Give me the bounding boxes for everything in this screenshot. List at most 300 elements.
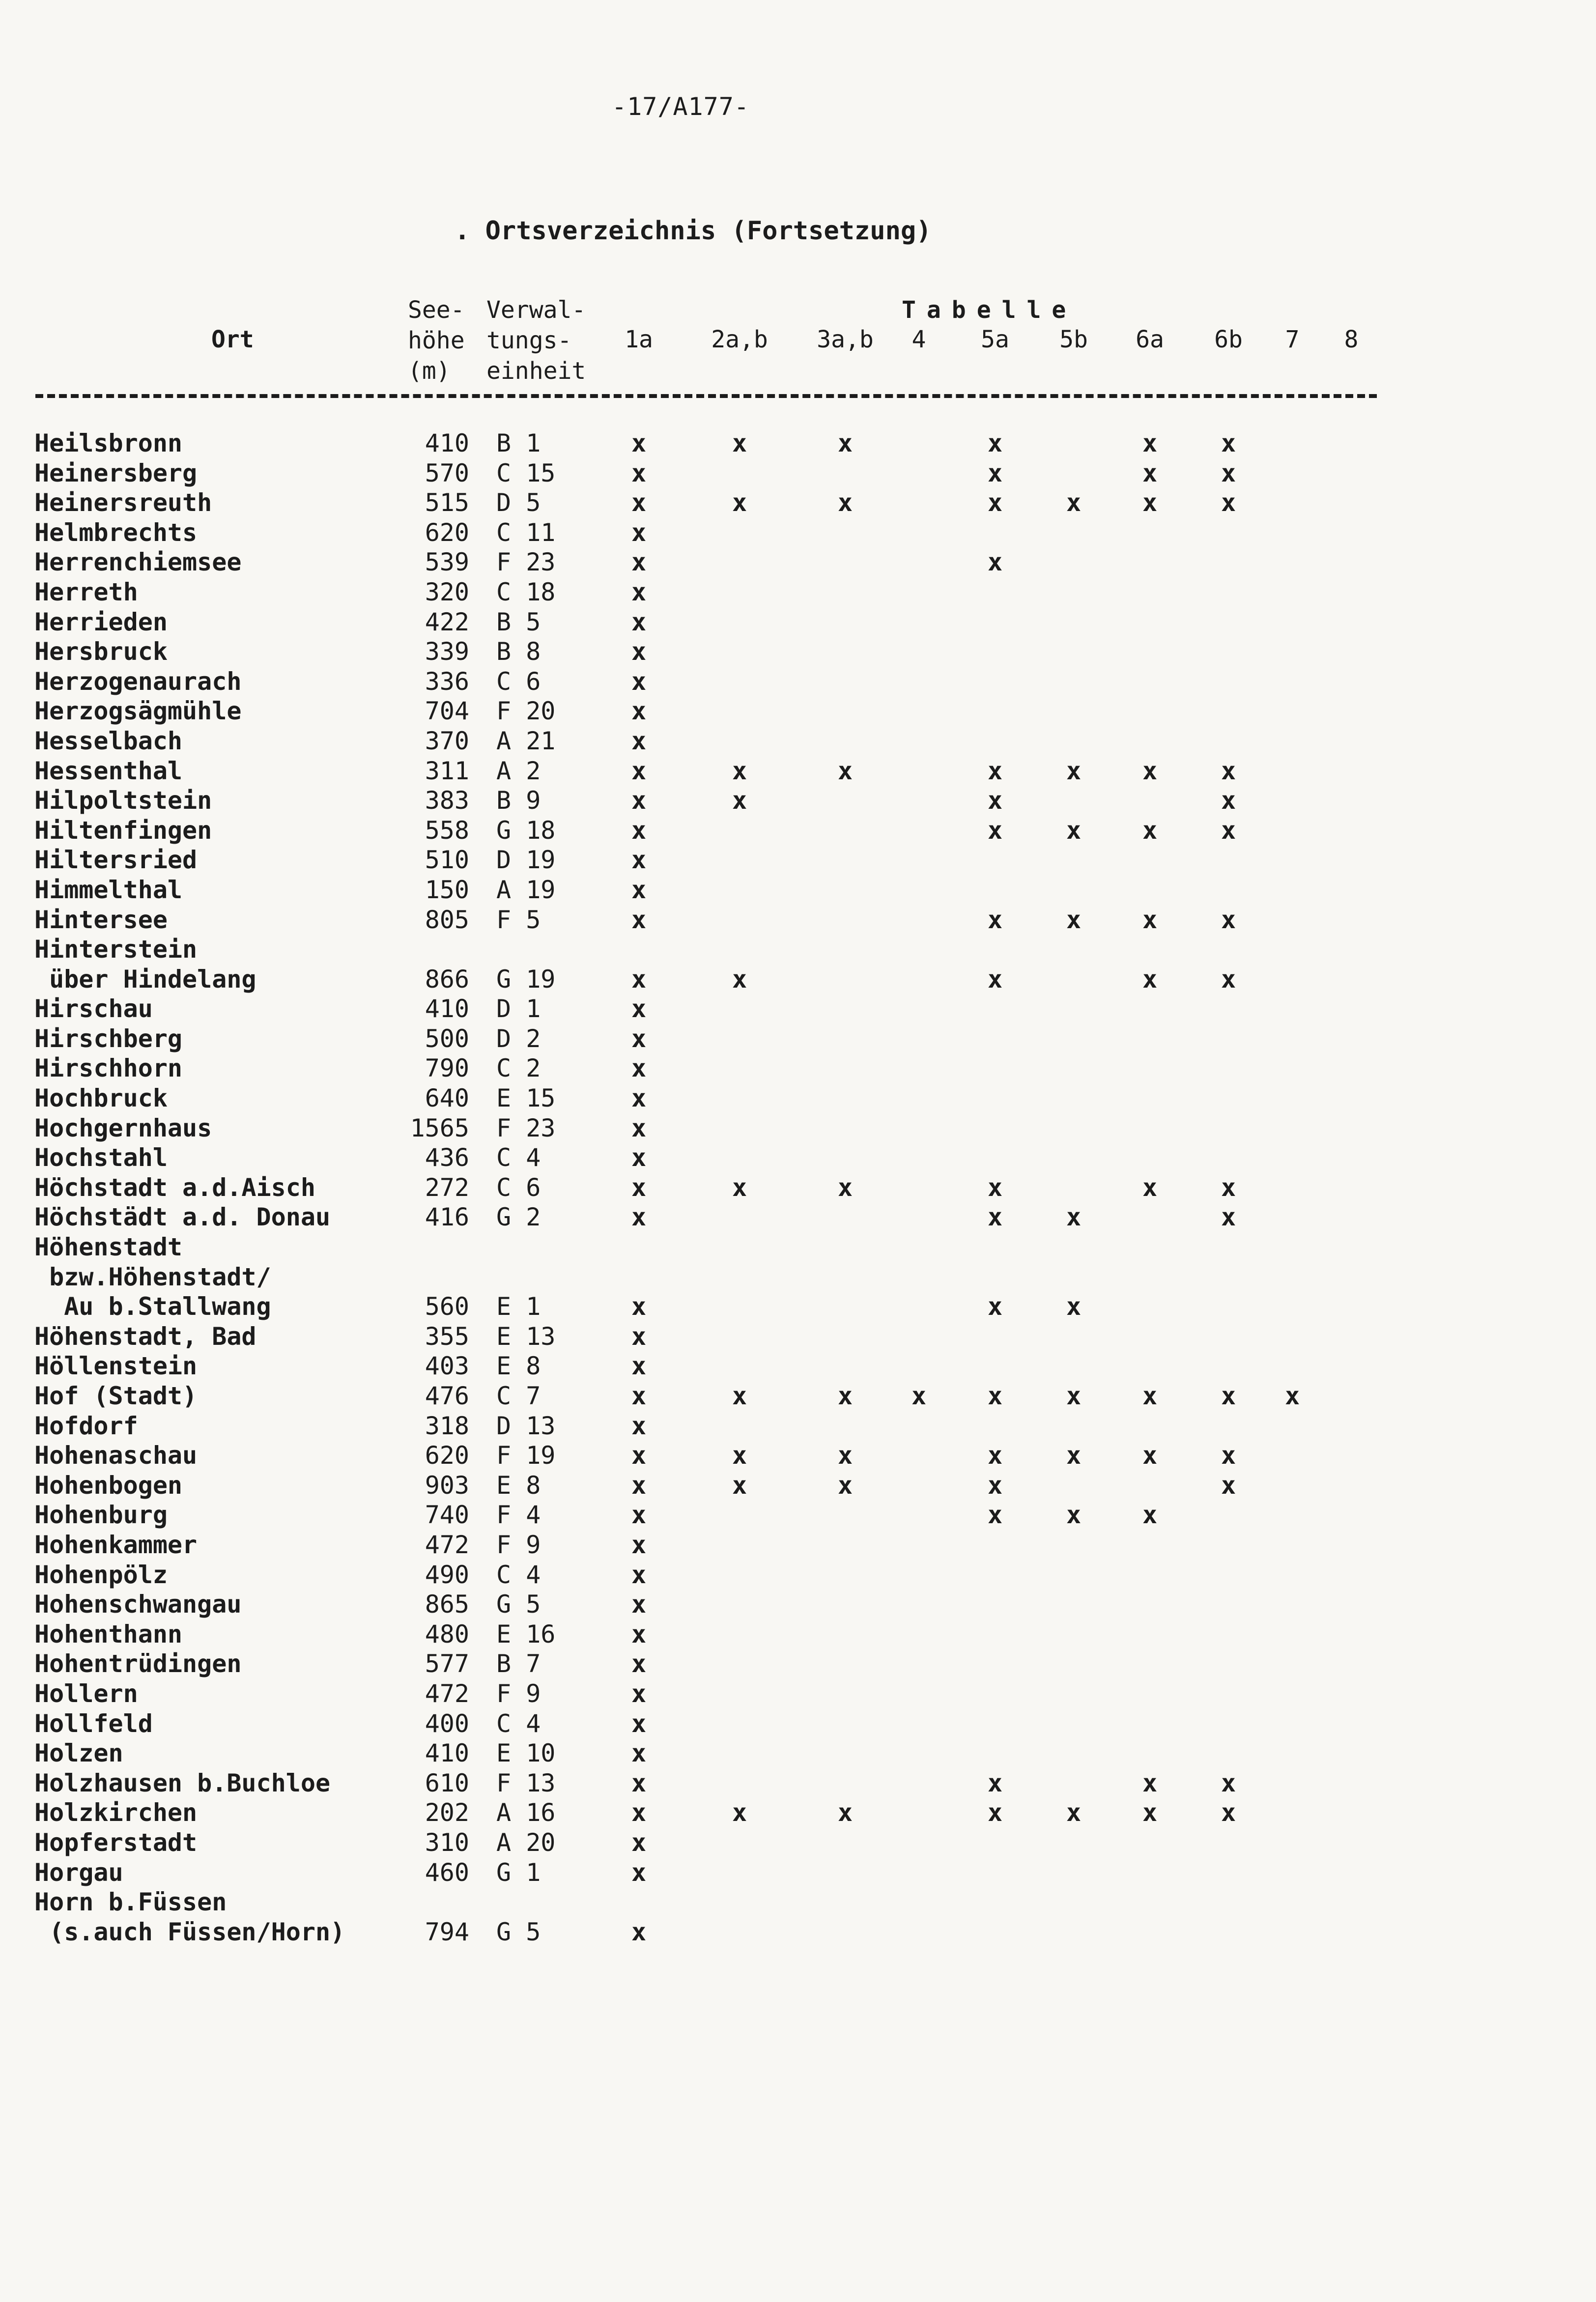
cell-verwaltung: E 8 bbox=[496, 1471, 541, 1500]
cell-verwaltung: E 10 bbox=[496, 1739, 556, 1768]
header-col-3ab: 3a,b bbox=[817, 326, 874, 353]
table-row bbox=[0, 1858, 1596, 1888]
cell-ort: Hiltersried bbox=[34, 846, 198, 875]
table-row bbox=[0, 547, 1596, 577]
cell-mark-1a: x bbox=[631, 1352, 647, 1381]
cell-mark-6a: x bbox=[1142, 1798, 1158, 1827]
cell-seehoehe: 422 bbox=[425, 607, 469, 636]
cell-mark-5a: x bbox=[987, 1292, 1003, 1321]
cell-seehoehe: 570 bbox=[425, 458, 469, 487]
cell-mark-5a: x bbox=[987, 1173, 1003, 1202]
cell-seehoehe: 480 bbox=[425, 1620, 469, 1648]
cell-ort: Hochgernhaus bbox=[34, 1113, 212, 1142]
cell-ort: Hersbruck bbox=[34, 637, 168, 666]
table-row bbox=[0, 845, 1596, 875]
cell-mark-6b: x bbox=[1221, 488, 1236, 517]
table-row bbox=[0, 1620, 1596, 1649]
cell-ort: Hohenthann bbox=[34, 1620, 183, 1648]
cell-mark-1a: x bbox=[631, 1768, 647, 1797]
cell-mark-1a: x bbox=[631, 1530, 647, 1559]
table-row bbox=[0, 756, 1596, 786]
table-row bbox=[0, 1262, 1596, 1292]
cell-mark-5b: x bbox=[1066, 1203, 1082, 1232]
cell-seehoehe: 558 bbox=[425, 816, 469, 845]
page-number: -17/A177- bbox=[612, 92, 749, 121]
cell-mark-1a: x bbox=[631, 1858, 647, 1887]
cell-mark-5a: x bbox=[987, 1798, 1003, 1827]
cell-seehoehe: 410 bbox=[425, 429, 469, 457]
cell-ort: Höchstadt a.d.Aisch bbox=[34, 1173, 315, 1202]
cell-mark-5a: x bbox=[987, 1203, 1003, 1232]
table-row bbox=[0, 577, 1596, 607]
cell-mark-2ab: x bbox=[732, 1441, 747, 1470]
cell-mark-1a: x bbox=[631, 1709, 647, 1738]
cell-mark-6a: x bbox=[1142, 488, 1158, 517]
cell-mark-6a: x bbox=[1142, 1501, 1158, 1530]
cell-mark-2ab: x bbox=[732, 756, 747, 785]
cell-mark-1a: x bbox=[631, 995, 647, 1023]
cell-ort: Herreth bbox=[34, 577, 138, 606]
table-row bbox=[0, 1738, 1596, 1768]
cell-verwaltung: A 2 bbox=[496, 756, 541, 785]
cell-mark-1a: x bbox=[631, 488, 647, 517]
cell-seehoehe: 320 bbox=[425, 577, 469, 606]
cell-mark-1a: x bbox=[631, 1917, 647, 1946]
header-seehoehe-line: höhe bbox=[408, 327, 465, 354]
cell-mark-1a: x bbox=[631, 1649, 647, 1678]
header-verwaltung-line: einheit bbox=[486, 357, 586, 385]
table-row bbox=[0, 726, 1596, 756]
cell-mark-2ab: x bbox=[732, 1382, 747, 1410]
cell-ort: Hilpoltstein bbox=[34, 786, 212, 815]
cell-ort: Hohenschwangau bbox=[34, 1590, 242, 1619]
table-row bbox=[0, 1887, 1596, 1917]
cell-ort: Hirschhorn bbox=[34, 1054, 183, 1083]
cell-seehoehe: 510 bbox=[425, 846, 469, 875]
cell-ort: Hof (Stadt) bbox=[34, 1382, 198, 1410]
cell-ort: Au b.Stallwang bbox=[34, 1292, 271, 1321]
cell-mark-7: x bbox=[1284, 1382, 1300, 1410]
header-tabelle: Tabelle bbox=[902, 296, 1077, 324]
cell-mark-1a: x bbox=[631, 1411, 647, 1440]
cell-ort: Hesselbach bbox=[34, 726, 183, 755]
header-col-2ab: 2a,b bbox=[711, 326, 768, 353]
cell-seehoehe: 400 bbox=[425, 1709, 469, 1738]
cell-mark-1a: x bbox=[631, 1382, 647, 1410]
cell-ort: Holzkirchen bbox=[34, 1798, 198, 1827]
cell-mark-5a: x bbox=[987, 1382, 1003, 1410]
cell-mark-3ab: x bbox=[837, 488, 853, 517]
cell-mark-5b: x bbox=[1066, 1798, 1082, 1827]
cell-mark-6a: x bbox=[1142, 965, 1158, 994]
table-row bbox=[0, 1679, 1596, 1709]
cell-mark-2ab: x bbox=[732, 1471, 747, 1500]
cell-seehoehe: 620 bbox=[425, 1441, 469, 1470]
cell-mark-6b: x bbox=[1221, 965, 1236, 994]
cell-mark-3ab: x bbox=[837, 1471, 853, 1500]
cell-mark-1a: x bbox=[631, 1828, 647, 1857]
cell-seehoehe: 577 bbox=[425, 1649, 469, 1678]
cell-mark-6b: x bbox=[1221, 1768, 1236, 1797]
cell-ort: Heinersreuth bbox=[34, 488, 212, 517]
cell-mark-6b: x bbox=[1221, 458, 1236, 487]
cell-verwaltung: A 16 bbox=[496, 1798, 556, 1827]
cell-mark-5a: x bbox=[987, 756, 1003, 785]
cell-verwaltung: B 8 bbox=[496, 637, 541, 666]
cell-verwaltung: G 5 bbox=[496, 1917, 541, 1946]
cell-seehoehe: 539 bbox=[425, 548, 469, 577]
cell-seehoehe: 310 bbox=[425, 1828, 469, 1857]
cell-seehoehe: 460 bbox=[425, 1858, 469, 1887]
table-row bbox=[0, 1709, 1596, 1739]
cell-mark-3ab: x bbox=[837, 756, 853, 785]
cell-mark-6b: x bbox=[1221, 1471, 1236, 1500]
cell-seehoehe: 272 bbox=[425, 1173, 469, 1202]
page-title: . Ortsverzeichnis (Fortsetzung) bbox=[455, 216, 932, 246]
cell-mark-1a: x bbox=[631, 905, 647, 934]
cell-ort: Hiltenfingen bbox=[34, 816, 212, 845]
cell-ort: Hessenthal bbox=[34, 756, 183, 785]
table-row bbox=[0, 1500, 1596, 1530]
cell-mark-1a: x bbox=[631, 1054, 647, 1083]
cell-verwaltung: E 1 bbox=[496, 1292, 541, 1321]
cell-verwaltung: C 2 bbox=[496, 1054, 541, 1083]
header-col-5b: 5b bbox=[1059, 326, 1088, 353]
cell-verwaltung: E 13 bbox=[496, 1322, 556, 1351]
cell-mark-3ab: x bbox=[837, 1798, 853, 1827]
cell-seehoehe: 500 bbox=[425, 1024, 469, 1053]
cell-verwaltung: C 6 bbox=[496, 1173, 541, 1202]
cell-mark-1a: x bbox=[631, 875, 647, 904]
cell-mark-1a: x bbox=[631, 637, 647, 666]
cell-seehoehe: 318 bbox=[425, 1411, 469, 1440]
cell-verwaltung: E 16 bbox=[496, 1620, 556, 1648]
cell-mark-3ab: x bbox=[837, 1382, 853, 1410]
cell-ort: Hintersee bbox=[34, 905, 168, 934]
table-row bbox=[0, 1024, 1596, 1054]
cell-mark-6a: x bbox=[1142, 1173, 1158, 1202]
table-row bbox=[0, 1560, 1596, 1590]
cell-mark-1a: x bbox=[631, 1560, 647, 1589]
table-row bbox=[0, 816, 1596, 846]
cell-seehoehe: 704 bbox=[425, 697, 469, 726]
cell-ort: bzw.Höhenstadt/ bbox=[34, 1262, 271, 1291]
cell-mark-5b: x bbox=[1066, 756, 1082, 785]
cell-verwaltung: G 18 bbox=[496, 816, 556, 845]
table-row bbox=[0, 1411, 1596, 1441]
table-row bbox=[0, 935, 1596, 965]
cell-mark-1a: x bbox=[631, 786, 647, 815]
cell-mark-2ab: x bbox=[732, 1173, 747, 1202]
cell-ort: Herzogsägmühle bbox=[34, 697, 242, 726]
cell-verwaltung: D 2 bbox=[496, 1024, 541, 1053]
cell-verwaltung: G 1 bbox=[496, 1858, 541, 1887]
cell-ort: Herzogenaurach bbox=[34, 667, 242, 696]
cell-verwaltung: B 5 bbox=[496, 607, 541, 636]
cell-seehoehe: 903 bbox=[425, 1471, 469, 1500]
cell-mark-1a: x bbox=[631, 1679, 647, 1708]
cell-verwaltung: F 23 bbox=[496, 548, 556, 577]
table-row bbox=[0, 1768, 1596, 1798]
cell-ort: Hohenaschau bbox=[34, 1441, 198, 1470]
cell-mark-5a: x bbox=[987, 816, 1003, 845]
cell-mark-6a: x bbox=[1142, 905, 1158, 934]
cell-verwaltung: E 8 bbox=[496, 1352, 541, 1381]
cell-mark-5a: x bbox=[987, 905, 1003, 934]
cell-verwaltung: F 9 bbox=[496, 1679, 541, 1708]
cell-mark-3ab: x bbox=[837, 429, 853, 457]
cell-verwaltung: C 4 bbox=[496, 1709, 541, 1738]
table-row bbox=[0, 994, 1596, 1024]
cell-mark-5a: x bbox=[987, 548, 1003, 577]
cell-ort: Hochbruck bbox=[34, 1084, 168, 1113]
header-divider bbox=[35, 394, 1377, 398]
table-row bbox=[0, 875, 1596, 905]
cell-mark-1a: x bbox=[631, 667, 647, 696]
cell-seehoehe: 383 bbox=[425, 786, 469, 815]
cell-seehoehe: 336 bbox=[425, 667, 469, 696]
cell-mark-1a: x bbox=[631, 1084, 647, 1113]
table-row bbox=[0, 1053, 1596, 1083]
table-row bbox=[0, 488, 1596, 518]
cell-seehoehe: 640 bbox=[425, 1084, 469, 1113]
cell-mark-2ab: x bbox=[732, 786, 747, 815]
cell-mark-2ab: x bbox=[732, 488, 747, 517]
cell-mark-6b: x bbox=[1221, 1382, 1236, 1410]
cell-seehoehe: 790 bbox=[425, 1054, 469, 1083]
cell-ort: Helmbrechts bbox=[34, 518, 198, 547]
table-row bbox=[0, 1798, 1596, 1828]
cell-mark-5a: x bbox=[987, 429, 1003, 457]
cell-mark-1a: x bbox=[631, 1471, 647, 1500]
cell-verwaltung: B 9 bbox=[496, 786, 541, 815]
cell-mark-5b: x bbox=[1066, 816, 1082, 845]
cell-mark-6b: x bbox=[1221, 429, 1236, 457]
cell-mark-1a: x bbox=[631, 1501, 647, 1530]
cell-mark-5a: x bbox=[987, 786, 1003, 815]
cell-mark-1a: x bbox=[631, 1620, 647, 1648]
cell-mark-2ab: x bbox=[732, 1798, 747, 1827]
cell-mark-2ab: x bbox=[732, 965, 747, 994]
cell-mark-1a: x bbox=[631, 607, 647, 636]
cell-seehoehe: 410 bbox=[425, 1739, 469, 1768]
cell-seehoehe: 805 bbox=[425, 905, 469, 934]
cell-mark-1a: x bbox=[631, 1173, 647, 1202]
cell-mark-1a: x bbox=[631, 1798, 647, 1827]
cell-seehoehe: 865 bbox=[425, 1590, 469, 1619]
cell-mark-4: x bbox=[911, 1382, 927, 1410]
table-row bbox=[0, 1322, 1596, 1352]
cell-verwaltung: C 4 bbox=[496, 1560, 541, 1589]
cell-mark-1a: x bbox=[631, 548, 647, 577]
cell-ort: Hohenburg bbox=[34, 1501, 168, 1530]
cell-ort: Höhenstadt, Bad bbox=[34, 1322, 256, 1351]
cell-seehoehe: 370 bbox=[425, 726, 469, 755]
table-row bbox=[0, 1471, 1596, 1501]
cell-seehoehe: 150 bbox=[425, 875, 469, 904]
header-col-1a: 1a bbox=[625, 326, 653, 353]
header-verwaltung-line: tungs- bbox=[486, 327, 572, 354]
cell-ort: Hinterstein bbox=[34, 935, 198, 964]
header-col-5a: 5a bbox=[981, 326, 1009, 353]
cell-ort: Horn b.Füssen bbox=[34, 1888, 227, 1917]
cell-verwaltung: F 13 bbox=[496, 1768, 556, 1797]
cell-mark-5b: x bbox=[1066, 488, 1082, 517]
cell-mark-1a: x bbox=[631, 1113, 647, 1142]
table-row bbox=[0, 1917, 1596, 1947]
cell-verwaltung: F 23 bbox=[496, 1113, 556, 1142]
table-row bbox=[0, 458, 1596, 488]
table-row bbox=[0, 518, 1596, 548]
cell-verwaltung: D 5 bbox=[496, 488, 541, 517]
cell-ort: Hohenkammer bbox=[34, 1530, 198, 1559]
cell-verwaltung: F 19 bbox=[496, 1441, 556, 1470]
cell-ort: Höchstädt a.d. Donau bbox=[34, 1203, 331, 1232]
cell-mark-2ab: x bbox=[732, 429, 747, 457]
cell-verwaltung: G 19 bbox=[496, 965, 556, 994]
table-row bbox=[0, 1381, 1596, 1411]
header-col-7: 7 bbox=[1285, 326, 1300, 353]
cell-mark-1a: x bbox=[631, 577, 647, 606]
cell-mark-5a: x bbox=[987, 965, 1003, 994]
cell-verwaltung: A 20 bbox=[496, 1828, 556, 1857]
cell-ort: (s.auch Füssen/Horn) bbox=[34, 1917, 345, 1946]
cell-verwaltung: C 4 bbox=[496, 1143, 541, 1172]
cell-mark-3ab: x bbox=[837, 1173, 853, 1202]
cell-ort: Hirschberg bbox=[34, 1024, 183, 1053]
cell-seehoehe: 472 bbox=[425, 1679, 469, 1708]
cell-mark-6b: x bbox=[1221, 786, 1236, 815]
cell-mark-5a: x bbox=[987, 458, 1003, 487]
cell-mark-1a: x bbox=[631, 816, 647, 845]
table-row bbox=[0, 1143, 1596, 1173]
cell-seehoehe: 472 bbox=[425, 1530, 469, 1559]
table-row bbox=[0, 667, 1596, 697]
cell-verwaltung: F 9 bbox=[496, 1530, 541, 1559]
cell-verwaltung: D 13 bbox=[496, 1411, 556, 1440]
cell-mark-5b: x bbox=[1066, 1441, 1082, 1470]
cell-verwaltung: C 7 bbox=[496, 1382, 541, 1410]
cell-mark-1a: x bbox=[631, 1322, 647, 1351]
cell-seehoehe: 476 bbox=[425, 1382, 469, 1410]
cell-mark-1a: x bbox=[631, 756, 647, 785]
cell-mark-1a: x bbox=[631, 1441, 647, 1470]
header-col-6a: 6a bbox=[1136, 326, 1164, 353]
cell-verwaltung: F 4 bbox=[496, 1501, 541, 1530]
table-row bbox=[0, 1202, 1596, 1232]
cell-ort: Hochstahl bbox=[34, 1143, 168, 1172]
cell-seehoehe: 416 bbox=[425, 1203, 469, 1232]
header-verwaltung-line: Verwal- bbox=[486, 296, 586, 324]
cell-mark-1a: x bbox=[631, 429, 647, 457]
cell-verwaltung: A 21 bbox=[496, 726, 556, 755]
header-verwaltung bbox=[486, 295, 586, 386]
cell-mark-1a: x bbox=[631, 726, 647, 755]
cell-ort: Holzhausen b.Buchloe bbox=[34, 1768, 331, 1797]
cell-ort: Heilsbronn bbox=[34, 429, 183, 457]
header-col-6b: 6b bbox=[1214, 326, 1243, 353]
cell-mark-5a: x bbox=[987, 1501, 1003, 1530]
cell-mark-6a: x bbox=[1142, 816, 1158, 845]
cell-ort: Horgau bbox=[34, 1858, 123, 1887]
table-row bbox=[0, 1590, 1596, 1620]
cell-verwaltung: C 15 bbox=[496, 458, 556, 487]
cell-mark-1a: x bbox=[631, 1590, 647, 1619]
cell-verwaltung: B 7 bbox=[496, 1649, 541, 1678]
cell-seehoehe: 740 bbox=[425, 1501, 469, 1530]
cell-seehoehe: 311 bbox=[425, 756, 469, 785]
table-row bbox=[0, 637, 1596, 667]
table-row bbox=[0, 1232, 1596, 1262]
cell-ort: Hohentrüdingen bbox=[34, 1649, 242, 1678]
table-row bbox=[0, 1530, 1596, 1560]
table-row bbox=[0, 786, 1596, 816]
cell-verwaltung: F 20 bbox=[496, 697, 556, 726]
cell-verwaltung: C 11 bbox=[496, 518, 556, 547]
cell-mark-6b: x bbox=[1221, 1173, 1236, 1202]
table-row bbox=[0, 1113, 1596, 1143]
table-row bbox=[0, 428, 1596, 458]
cell-ort: Hohenpölz bbox=[34, 1560, 168, 1589]
table-row bbox=[0, 607, 1596, 637]
cell-mark-5b: x bbox=[1066, 1501, 1082, 1530]
cell-mark-1a: x bbox=[631, 1203, 647, 1232]
table-row bbox=[0, 1292, 1596, 1322]
cell-mark-6a: x bbox=[1142, 1441, 1158, 1470]
table-row bbox=[0, 1649, 1596, 1679]
header-col-8: 8 bbox=[1344, 326, 1359, 353]
cell-seehoehe: 1565 bbox=[410, 1113, 469, 1142]
cell-mark-6a: x bbox=[1142, 1768, 1158, 1797]
cell-ort: Hollern bbox=[34, 1679, 138, 1708]
cell-mark-6a: x bbox=[1142, 756, 1158, 785]
cell-mark-5a: x bbox=[987, 1441, 1003, 1470]
cell-ort: Hopferstadt bbox=[34, 1828, 198, 1857]
cell-seehoehe: 403 bbox=[425, 1352, 469, 1381]
cell-verwaltung: F 5 bbox=[496, 905, 541, 934]
cell-mark-1a: x bbox=[631, 1739, 647, 1768]
cell-verwaltung: C 18 bbox=[496, 577, 556, 606]
cell-verwaltung: E 15 bbox=[496, 1084, 556, 1113]
table-row bbox=[0, 696, 1596, 726]
cell-mark-6b: x bbox=[1221, 756, 1236, 785]
cell-seehoehe: 490 bbox=[425, 1560, 469, 1589]
cell-mark-5b: x bbox=[1066, 905, 1082, 934]
cell-seehoehe: 436 bbox=[425, 1143, 469, 1172]
cell-mark-1a: x bbox=[631, 1143, 647, 1172]
cell-ort: Höhenstadt bbox=[34, 1233, 183, 1262]
cell-seehoehe: 866 bbox=[425, 965, 469, 994]
cell-ort: Herrieden bbox=[34, 607, 168, 636]
cell-mark-6a: x bbox=[1142, 458, 1158, 487]
cell-mark-1a: x bbox=[631, 697, 647, 726]
cell-seehoehe: 560 bbox=[425, 1292, 469, 1321]
cell-verwaltung: D 19 bbox=[496, 846, 556, 875]
table-row bbox=[0, 1351, 1596, 1381]
table-row bbox=[0, 1441, 1596, 1471]
cell-ort: über Hindelang bbox=[34, 965, 256, 994]
cell-mark-6b: x bbox=[1221, 1798, 1236, 1827]
cell-ort: Hofdorf bbox=[34, 1411, 138, 1440]
cell-mark-1a: x bbox=[631, 1292, 647, 1321]
cell-ort: Heinersberg bbox=[34, 458, 198, 487]
cell-seehoehe: 410 bbox=[425, 995, 469, 1023]
cell-seehoehe: 202 bbox=[425, 1798, 469, 1827]
cell-ort: Holzen bbox=[34, 1739, 123, 1768]
table-row bbox=[0, 1828, 1596, 1858]
header-col-4: 4 bbox=[912, 326, 926, 353]
table-row bbox=[0, 905, 1596, 935]
